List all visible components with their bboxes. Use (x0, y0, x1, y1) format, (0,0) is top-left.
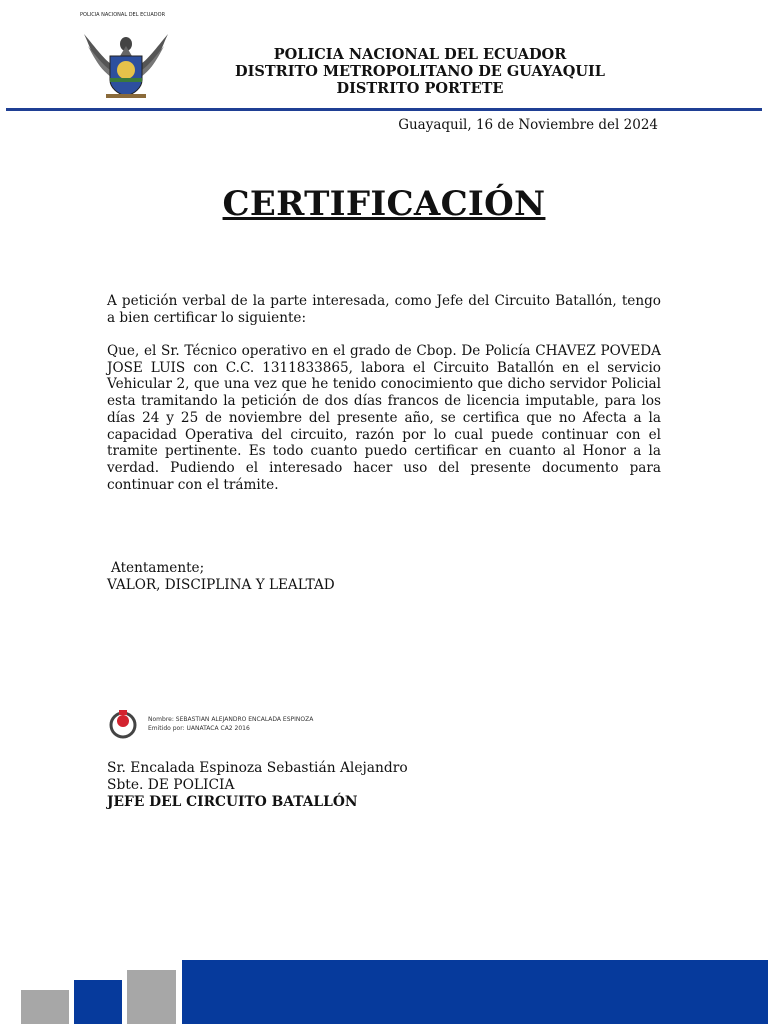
letterhead-line-2: DISTRITO METROPOLITANO DE GUAYAQUIL (235, 63, 605, 80)
esign-issuer: Emitido por: UANATACA CA2 2016 (148, 725, 250, 732)
esign-seal-icon (108, 708, 138, 740)
closing-motto: VALOR, DISCIPLINA Y LEALTAD (107, 577, 335, 593)
letterhead (180, 46, 660, 97)
document-date: Guayaquil, 16 de Noviembre del 2024 (398, 117, 658, 133)
document-title: CERTIFICACIÓN (222, 184, 546, 224)
footer-block-blue (74, 980, 122, 1024)
body-paragraph-1: A petición verbal de la parte interesada, como Jefe del Circuito Batallón, tengo a bien certificar lo siguiente: (107, 293, 661, 326)
signer-position: JEFE DEL CIRCUITO BATALLÓN (107, 793, 358, 810)
police-emblem-logo (80, 12, 172, 102)
signer-name: Sr. Encalada Espinoza Sebastián Alejandro (107, 760, 408, 776)
body-paragraph-2: Que, el Sr. Técnico operativo en el grado de Cbop. De Policía CHAVEZ POVEDA JOSE LUIS con C.C. 1311833865, labora el Circuito Batallón en el servicio Vehicular 2, que una vez que he tenido conocimiento que dicho servidor Policial esta tramitando la petición de dos días francos de licencia imputable, para los días 24 y 25 de noviembre del presente año, se certifica que no Afecta a la capacidad Operativa del circuito, razón por lo cual puede continuar con el tramite pertinente. Es todo cuanto puedo certificar en cuanto al Honor a la verdad. Pudiendo el interesado hacer uso del presente documento para continuar con el trámite. (107, 343, 661, 493)
closing-block (107, 560, 335, 594)
esign-details (148, 715, 313, 733)
footer-block-gray-2 (127, 970, 176, 1024)
esign-name: Nombre: SEBASTIAN ALEJANDRO ENCALADA ESPINOZA (148, 716, 314, 723)
signer-rank: Sbte. DE POLICIA (107, 776, 235, 793)
electronic-signature (108, 708, 313, 740)
closing-greeting: Atentamente; (111, 560, 205, 576)
letterhead-line-3: DISTRITO PORTETE (336, 80, 504, 97)
footer-bar (182, 960, 768, 1024)
letterhead-line-1: POLICIA NACIONAL DEL ECUADOR (273, 46, 567, 63)
signer-block (107, 760, 408, 810)
footer-block-gray-1 (21, 990, 69, 1024)
emblem-text: POLICIA NACIONAL DEL ECUADOR (80, 12, 166, 18)
header-divider (6, 108, 762, 111)
